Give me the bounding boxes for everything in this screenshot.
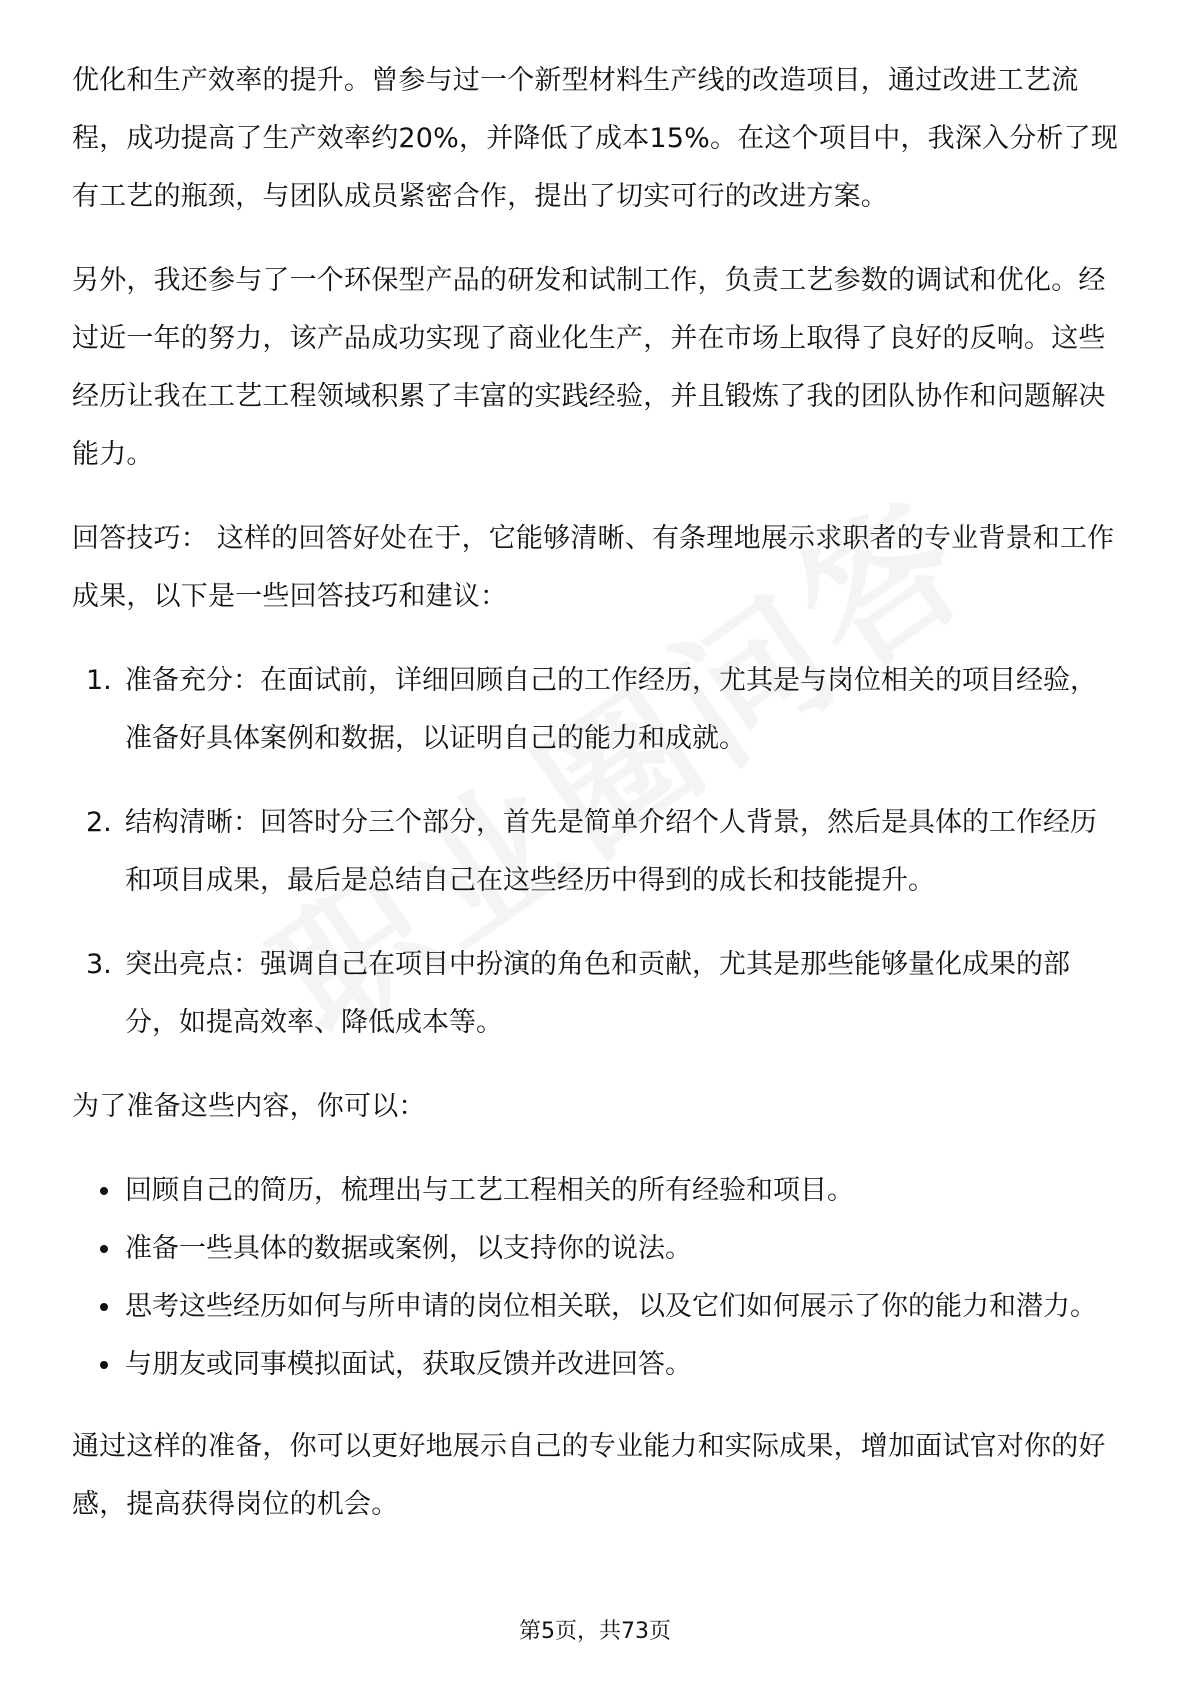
list-item — [72, 1162, 1122, 1220]
list-number: 1. — [86, 665, 112, 696]
bullet-icon — [100, 1361, 108, 1369]
list-item — [72, 1336, 1122, 1394]
paragraph-prep-intro: 为了准备这些内容，你可以： — [72, 1091, 426, 1122]
prep-list — [72, 1162, 1122, 1394]
bullet-icon — [100, 1187, 108, 1195]
list-item-text: 与朋友或同事模拟面试，获取反馈并改进回答。 — [125, 1349, 692, 1380]
bullet-icon — [100, 1245, 108, 1253]
document-body — [72, 52, 1122, 1560]
list-item — [72, 1278, 1122, 1336]
paragraph-experience: 优化和生产效率的提升。曾参与过一个新型材料生产线的改造项目，通过改进工艺流程，成功提高了生产效率约20%，并降低了成本15%。在这个项目中，我深入分析了现有工艺的瓶颈，与团队成员紧密合作，提出了切实可行的改进方案。 — [72, 65, 1119, 212]
list-item-text: 准备一些具体的数据或案例，以支持你的说法。 — [125, 1233, 692, 1264]
list-number: 3. — [86, 949, 112, 980]
list-item-text: 突出亮点：强调自己在项目中扮演的角色和贡献，尤其是那些能够量化成果的部分，如提高效率、降低成本等。 — [125, 949, 1070, 1038]
paragraph-additional-experience: 另外，我还参与了一个环保型产品的研发和试制工作，负责工艺参数的调试和优化。经过近一年的努力，该产品成功实现了商业化生产，并在市场上取得了良好的反响。这些经历让我在工艺工程领域积累了丰富的实践经验，并且锻炼了我的团队协作和问题解决能力。 — [72, 265, 1106, 470]
list-item-text: 结构清晰：回答时分三个部分，首先是简单介绍个人背景，然后是具体的工作经历和项目成果，最后是总结自己在这些经历中得到的成长和技能提升。 — [125, 807, 1097, 896]
paragraph-conclusion: 通过这样的准备，你可以更好地展示自己的专业能力和实际成果，增加面试官对你的好感，提高获得岗位的机会。 — [72, 1431, 1106, 1520]
bullet-icon — [100, 1303, 108, 1311]
list-item — [72, 652, 1122, 768]
tips-list — [72, 652, 1122, 1052]
list-item-text: 准备充分：在面试前，详细回顾自己的工作经历，尤其是与岗位相关的项目经验，准备好具体案例和数据，以证明自己的能力和成就。 — [125, 665, 1097, 754]
list-item-text: 思考这些经历如何与所申请的岗位相关联，以及它们如何展示了你的能力和潜力。 — [125, 1291, 1097, 1322]
list-number: 2. — [86, 807, 112, 838]
page-number: 第5页，共73页 — [519, 1619, 671, 1644]
list-item-text: 回顾自己的简历，梳理出与工艺工程相关的所有经验和项目。 — [125, 1175, 854, 1206]
paragraph-answer-tips-intro: 回答技巧： 这样的回答好处在于，它能够清晰、有条理地展示求职者的专业背景和工作成果，以下是一些回答技巧和建议： — [72, 523, 1115, 612]
list-item — [72, 1220, 1122, 1278]
list-item — [72, 936, 1122, 1052]
list-item — [72, 794, 1122, 910]
